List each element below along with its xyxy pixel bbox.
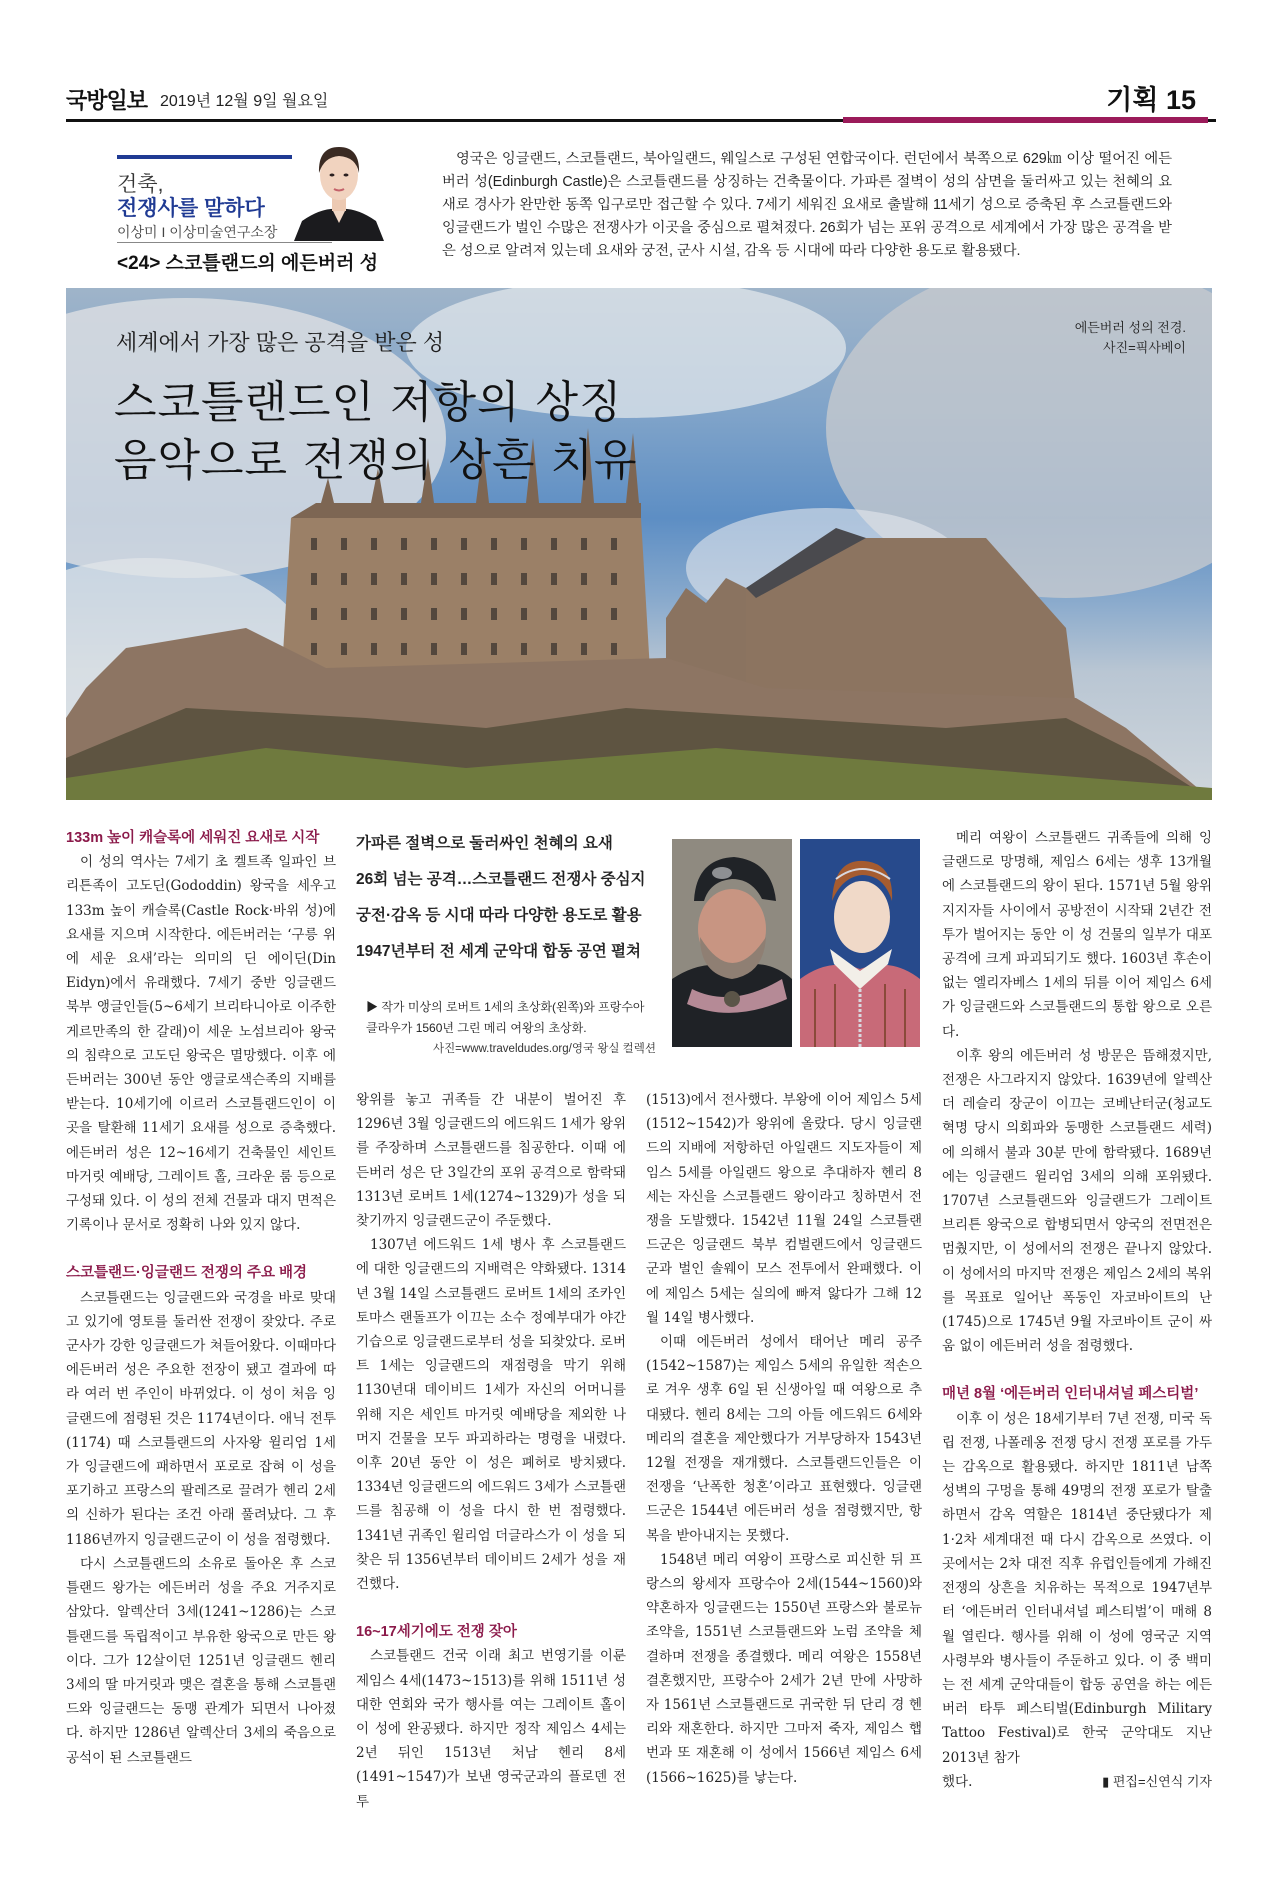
- headline-line1: 스코틀랜드인 저항의 상징: [114, 377, 623, 428]
- deck-headlines: [356, 826, 646, 970]
- subheading: 스코틀랜드·잉글랜드 전쟁의 주요 배경: [66, 1265, 308, 1282]
- paragraph: 이때 에든버러 성에서 태어난 메리 공주(1542~1587)는 제임스 5세의 유일한 적손으로 겨우 생후 6일 된 신생아일 때 여왕으로 추대됐다. 헨리 8세는 그의 아들 에드워드 6세와 메리의 결혼을 제안했다가 거부당하자 1543년 12월 전쟁을 재개했다. 스코틀랜드인들은 이 전쟁을 ‘난폭한 청혼’이라고 표현했다. 잉글랜드군은 1544년 에든버러 성을 점령했지만, 항복을 받아내지는 못했다.: [646, 1334, 922, 1544]
- editor-byline: ▮ 편집=신연식 기자: [1102, 1773, 1212, 1789]
- paragraph: 1307년 에드워드 1세 병사 후 스코틀랜드에 대한 잉글랜드의 지배력은 약화됐다. 1314년 3월 14일 스코틀랜드 로버트 1세의 조카인 토마스 랜돌프가 이끄는 소수 정예부대가 야간 기습으로 잉글랜드로부터 성을 되찾았다. 로버트 1세는 잉글랜드의 재점령을 막기 위해 1130년대 데이비드 1세가 자신의 어머니를 위해 지은 세인트 마거릿 예배당을 제외한 나머지 건물을 모두 파괴하라는 명령을 내렸다. 이후 20년 동안 이 성은 폐허로 방치됐다. 1334년 잉글랜드의 에드워드 3세가 스코틀랜드를 침공해 이 성을 다시 한 번 점령했다. 1341년 귀족인 윌리엄 더글라스가 이 성을 되찾은 뒤 1356년부터 데이비드 2세가 성을 재건했다.: [356, 1237, 626, 1593]
- deck-line: 26회 넘는 공격…스코틀랜드 전쟁사 중심지: [356, 871, 646, 888]
- portrait-credit: 사진=www.traveldudes.org/영국 왕실 컬렉션: [432, 1043, 656, 1055]
- episode-title: <24> 스코틀랜드의 에든버러 성: [117, 253, 379, 274]
- headline-line2: 음악으로 전쟁의 상흔 치유: [114, 435, 638, 486]
- header-accent-rule: [843, 117, 1208, 123]
- paragraph: 이 성의 역사는 7세기 초 켈트족 일파인 브리튼족이 고도딘(Gododdin) 왕국을 세우고 133m 높이 캐슬록(Castle Rock·바위 성)에 요새를 지으며 시작한다. 에든버러는 ‘구릉 위에 세운 요새’라는 의미의 딘 에이딘(Din Eidyn)에서 유래했다. 7세기 중반 잉글랜드 북부 앵글인들(5~6세기 브리타니아로 이주한 게르만족의 한 갈래)이 세운 노섬브리아 왕국의 침략으로 고도딘 왕국은 멸망했다. 이후 에든버러는 300년 동안 앵글로색슨족의 지배를 받는다. 10세기에 이르러 스코틀랜드인이 이곳을 탈환해 11세기 요새를 성으로 증축했다. 에든버러 성은 12~16세기 건축물인 세인트 마거릿 예배당, 그레이트 홀, 크라운 룸 등으로 구성돼 있다. 이 성의 전체 건물과 대지 면적은 기록이나 문서로 정확히 나와 있지 않다.: [66, 854, 336, 1234]
- paragraph: (1513)에서 전사했다. 부왕에 이어 제임스 5세(1512~1542)가 왕위에 올랐다. 당시 잉글랜드의 지배에 저항하던 아일랜드 지도자들이 제임스 5세를 아일랜드 왕으로 추대하자 헨리 8세는 자신을 스코틀랜드 왕이라고 칭하면서 전쟁을 도발했다. 1542년 11월 24일 스코틀랜드군은 잉글랜드 북부 컴벌랜드에서 잉글랜드군과 벌인 솔웨이 모스 전투에서 완패했다. 이에 제임스 5세는 실의에 빠져 앓다가 그해 12월 14일 병사했다.: [646, 1092, 922, 1326]
- deck-line: 1947년부터 전 세계 군악대 합동 공연 펼쳐: [356, 943, 641, 960]
- article-column-4: [942, 826, 1212, 1794]
- deck-line: 가파른 절벽으로 둘러싸인 천혜의 요새: [356, 835, 613, 852]
- hero-photo-credit: 사진=픽사베이: [1103, 340, 1186, 355]
- hero-caption: [1075, 318, 1186, 358]
- hero-caption-text: 에든버러 성의 전경.: [1074, 320, 1186, 335]
- paragraph: 이후 이 성은 18세기부터 7년 전쟁, 미국 독립 전쟁, 나폴레옹 전쟁 당시 전쟁 포로를 가두는 감옥으로 활용됐다. 하지만 1811년 남쪽 성벽의 구멍을 통해 49명의 전쟁 포로가 탈출하면서 감옥 역할은 1814년 중단됐다가 제1·2차 세계대전 때 다시 감옥으로 쓰였다. 이곳에서는 2차 대전 직후 유럽인들에게 가해진 전쟁의 상흔을 치유하는 목적으로 1947년부터 ‘에든버러 인터내셔널 페스티벌’이 매해 8월 열린다. 행사를 위해 이 성에 영국군 지역 사령부와 병사들이 주둔하고 있다. 이 중 백미는 전 세계 군악대들이 합동 공연을 하는 에든버러 타투 페스티벌(Edinburgh Military Tattoo Festival)로 한국 군악대도 지난 2013년 참가: [942, 1410, 1212, 1766]
- article-lede: 영국은 잉글랜드, 스코틀랜드, 북아일랜드, 웨일스로 구성된 연합국이다. 런던에서 북쪽으로 629㎞ 이상 떨어진 에든버러 성(Edinburgh Castle)은 스코틀랜드를 상징하는 건축물이다. 가파른 절벽이 성의 삼면을 둘러싸고 있는 천혜의 요새로 경사가 완만한 동쪽 입구로만 접근할 수 있다. 7세기 세워진 요새로 출발해 11세기 성으로 증축된 후 스코틀랜드와 잉글랜드가 벌인 수많은 전쟁사가 이곳을 중심으로 펼쳐졌다. 26회가 넘는 포위 공격으로 세계에서 가장 많은 공격을 받은 성으로 알려져 있는데 요새와 궁전, 군사 시설, 감옥 등 시대에 따라 다양한 용도로 활용됐다.: [442, 151, 1172, 259]
- closing-line: [942, 1770, 1212, 1794]
- series-divider: [117, 242, 332, 243]
- columnist-credit: 이상미 I 이상미술연구소장: [117, 224, 278, 240]
- hero-kicker: 세계에서 가장 많은 공격을 받은 성: [116, 330, 445, 355]
- portrait-caption: ▶ 작가 미상의 로버트 1세의 초상화(왼쪽)와 프랑수아 클라우가 1560년 그린 메리 여왕의 초상화.: [366, 1000, 645, 1035]
- mary-queen-portrait: [800, 839, 920, 1047]
- series-title-line1: 건축,: [117, 173, 164, 196]
- paragraph: 스코틀랜드는 잉글랜드와 국경을 바로 맞대고 있기에 영토를 둘러싼 전쟁이 잦았다. 주로 군사가 강한 잉글랜드가 쳐들어왔다. 이때마다 에든버러 성은 주요한 전장이 됐고 결과에 따라 여러 번 주인이 바뀌었다. 이 성이 처음 잉글랜드에 점령된 것은 1174년이다. 애닉 전투(1174) 때 스코틀랜드의 사자왕 윌리엄 1세가 잉글랜드에 패하면서 포로로 잡혀 이 성을 포기하고 프랑스의 팔레즈로 끌려가 헨리 2세의 신하가 된다는 조건 아래 풀려났다. 그 후 1186년까지 잉글랜드군이 이 성을 점령했다.: [66, 1289, 336, 1548]
- subheading: 133m 높이 캐슬록에 세워진 요새로 시작: [66, 830, 320, 846]
- deck-line: 궁전·감옥 등 시대 따라 다양한 용도로 활용: [356, 907, 642, 924]
- subheading: 16~17세기에도 전쟁 잦아: [356, 1624, 517, 1641]
- issue-date: 2019년 12월 9일 월요일: [160, 93, 329, 110]
- series-title-line2: 전쟁사를 말하다: [117, 197, 265, 220]
- paragraph: 스코틀랜드 건국 이래 최고 번영기를 이룬 제임스 4세(1473~1513)를 위해 1511년 성대한 연회와 국가 행사를 여는 그레이트 홀이 이 성에 완공됐다. 하지만 정작 제임스 4세는 2년 뒤인 1513년 처남 헨리 8세(1491~1547)가 보낸 영국군과의 플로덴 전투: [356, 1648, 626, 1810]
- paragraph: 다시 스코틀랜드의 소유로 돌아온 후 스코틀랜드 왕가는 에든버러 성을 주요 거주지로 삼았다. 알렉산더 3세(1241~1286)는 스코틀랜드를 독립적이고 부유한 왕국으로 만든 왕이다. 그가 12살이던 1251년 잉글랜드 헨리 3세의 딸 마거릿과 맺은 결혼을 통해 스코틀랜드와 잉글랜드는 동맹 관계가 되면서 나아졌다. 하지만 1286년 알렉산더 3세의 죽음으로 공석이 된 스코틀랜드: [66, 1555, 336, 1766]
- subheading: 매년 8월 ‘에든버러 인터내셔널 페스티벌’: [942, 1386, 1199, 1403]
- robert-i-portrait: [672, 839, 792, 1047]
- castle-illustration: [66, 288, 1212, 800]
- section-name: 기획: [1106, 85, 1159, 115]
- newspaper-name: 국방일보: [66, 89, 148, 114]
- article-column-1: [66, 826, 336, 1770]
- paragraph-end: 했다.: [942, 1773, 973, 1790]
- paragraph: 메리 여왕이 스코틀랜드 귀족들에 의해 잉글랜드로 망명해, 제임스 6세는 생후 13개월에 스코틀랜드의 왕이 된다. 1571년 5월 왕위 지지자들 사이에서 공방전이 시작돼 2년간 전투가 벌어지는 동안 이 성 건물의 일부가 대포 공격에 크게 파괴되기도 했다. 1603년 후손이 없는 엘리자베스 1세의 뒤를 이어 제임스 6세가 잉글랜드와 스코틀랜드의 통합 왕으로 오른다.: [942, 830, 1212, 1040]
- hero-photo: [66, 288, 1212, 800]
- columnist-photo: [292, 137, 386, 241]
- page-number: 15: [1165, 85, 1196, 115]
- article-column-2: [356, 1088, 626, 1814]
- article-column-3: [646, 1088, 922, 1790]
- paragraph: 1548년 메리 여왕이 프랑스로 피신한 뒤 프랑스의 왕세자 프랑수아 2세(1544~1560)와 약혼하자 잉글랜드는 1550년 프랑스와 불로뉴 조약을, 1551년 스코틀랜드와 노럼 조약을 체결하며 전쟁을 종결했다. 메리 여왕은 1558년 결혼했지만, 프랑수아 2세가 2년 만에 사망하자 1561년 스코틀랜드로 귀국한 뒤 단리 경 헨리와 재혼한다. 하지만 그마저 죽자, 제임스 햅번과 또 재혼해 이 성에서 1566년 제임스 6세(1566~1625)를 낳는다.: [646, 1551, 922, 1786]
- section-and-page: [1106, 78, 1196, 117]
- paragraph: 이후 왕의 에든버러 성 방문은 뜸해졌지만, 전쟁은 사그라지지 않았다. 1639년에 알렉산더 레슬리 장군이 이끄는 코베난터군(청교도혁명 당시 의회파와 동맹한 스코틀랜드 세력)에 의해서 불과 30분 만에 함락됐다. 1689년에는 잉글랜드 윌리엄 3세의 의해 포위됐다. 1707년 스코틀랜드와 잉글랜드가 그레이트 브리튼 왕국으로 합병되면서 양국의 전면전은 멈췄지만, 이 성에서의 전쟁은 끝나지 않았다. 이 성에서의 마지막 전쟁은 제임스 2세의 복위를 목표로 일어난 폭동인 자코바이트의 난(1745)으로 1745년 9월 자코바이트 군이 싸움 없이 에든버러 성을 점령했다.: [942, 1047, 1212, 1355]
- paragraph: 왕위를 놓고 귀족들 간 내분이 벌어진 후 1296년 3월 잉글랜드의 에드워드 1세가 왕위를 주장하며 스코틀랜드를 침공한다. 이때 에든버러 성은 단 3일간의 포위 공격으로 함락돼 1313년 로버트 1세(1274~1329)가 성을 되찾기까지 잉글랜드군이 주둔했다.: [356, 1092, 626, 1230]
